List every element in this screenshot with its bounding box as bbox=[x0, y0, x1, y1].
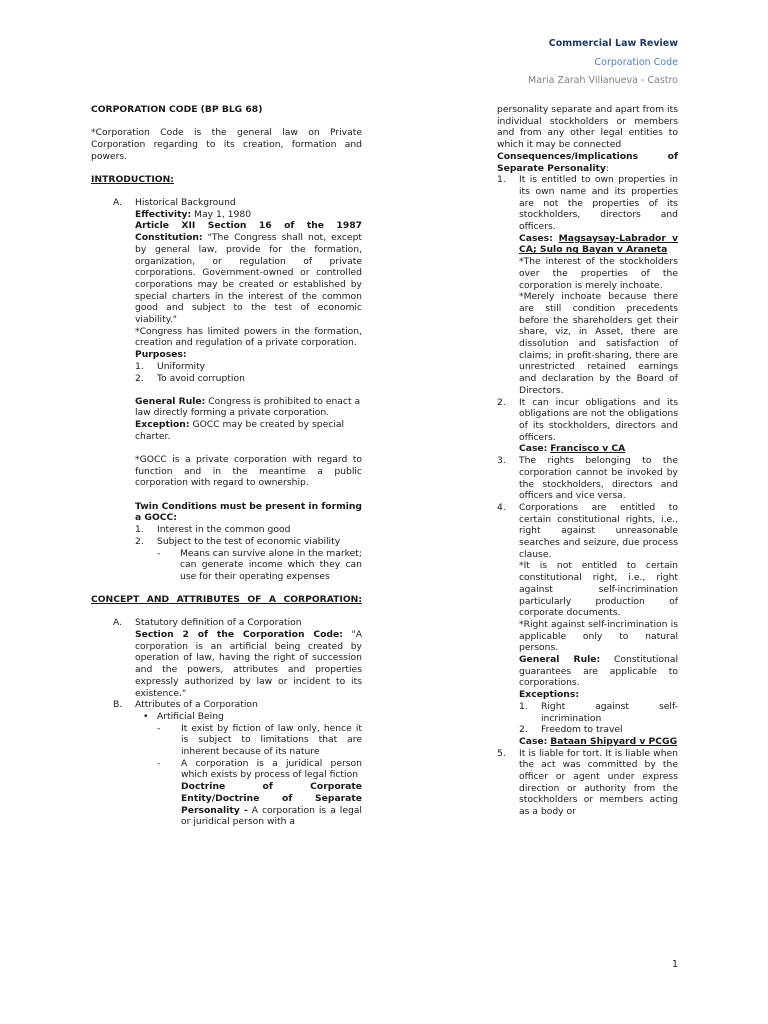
statutory-definition-item: A. Statutory definition of a Corporation bbox=[113, 617, 302, 629]
header-title: Commercial Law Review bbox=[548, 38, 678, 49]
exception-item: 2. Freedom to travel bbox=[519, 724, 623, 736]
article-xii-quote: Article XII Section 16 of the 1987 Constitution: "The Congress shall not, except by general law, provide for the formation, organization, or regulation of private corporations. Government-owned or controlled corporations may be created or established by special charters in the interest of the common good and subject to the test of economic viability." bbox=[135, 220, 362, 326]
section-2-quote: Section 2 of the Corporation Code: "A corporation is an artificial being created by operation of law, having the right of succession and the powers, attributes and properties expressly authorized by law or incident to its existence." bbox=[135, 629, 362, 699]
attribute-dash-item: - A corporation is a juridical person which exists by process of legal fiction bbox=[157, 757, 362, 781]
intro-paragraph: *Corporation Code is the general law on Private Corporation regarding to its creation, formation and powers. bbox=[91, 127, 362, 162]
historical-background-label: Historical Background bbox=[135, 197, 236, 209]
case-citation: Case: Bataan Shipyard v PCGG bbox=[519, 735, 678, 747]
twin-conditions-heading: Twin Conditions must be present in forming a GOCC: bbox=[135, 500, 362, 524]
attributes-item: B. Attributes of a Corporation bbox=[113, 699, 258, 711]
consequence-item-3: 3. The rights belonging to the corporation cannot be invoked by the stockholders, directors and officers and vice versa. bbox=[497, 455, 678, 502]
historical-background-item: A. Historical Background bbox=[113, 197, 362, 209]
purpose-item: 1. Uniformity bbox=[135, 360, 206, 372]
consequence-item-2: 2. It can incur obligations and its obligations are not the obligations of its stockholders, directors and officers. Case: Francisco v CA bbox=[497, 396, 678, 455]
continued-paragraph: personality separate and apart from its individual stockholders or members and from any other legal entities to which it may be connected bbox=[497, 104, 678, 151]
twin-condition-item: 2. Subject to the test of economic viability bbox=[135, 535, 341, 547]
document-title: CORPORATION CODE (BP BLG 68) bbox=[91, 104, 263, 115]
consequences-heading: Consequences/Implications of Separate Personality: bbox=[497, 150, 678, 174]
consequence-item-5: 5. It is liable for tort. It is liable when the act was committed by the officer or agent under express direction or authority from the stockholders or members acting as a body or bbox=[497, 747, 678, 818]
header-subtitle: Corporation Code bbox=[594, 57, 678, 68]
cases-citation: Cases: Magsaysay-Labrador v CA; Sulo ng Bayan v Araneta bbox=[519, 232, 679, 256]
introduction-heading: INTRODUCTION: bbox=[91, 173, 174, 185]
twin-condition-item: 1. Interest in the common good bbox=[135, 524, 291, 536]
section-2-body bbox=[135, 629, 362, 699]
exception-item: 1. Right against self-incrimination bbox=[519, 700, 678, 724]
right-column bbox=[497, 104, 678, 818]
left-column bbox=[91, 104, 362, 828]
doctrine-paragraph: Doctrine of Corporate Entity/Doctrine of Separate Personality - A corporation is a legal or juridical person with a bbox=[181, 781, 362, 828]
effectivity: Effectivity: May 1, 1980 bbox=[135, 208, 252, 220]
artificial-being-bullet: • Artificial Being bbox=[143, 710, 224, 722]
general-rule: General Rule: Congress is prohibited to enact a law directly forming a private corporation. bbox=[135, 395, 361, 419]
exception: Exception: GOCC may be created by special charter. bbox=[135, 419, 345, 442]
consequence-item-1: 1. It is entitled to own properties in its own name and its properties are not the properties of its stockholders, directors and officers. Cases: Magsaysay-Labrador v CA; Sulo ng Bayan v Araneta *The interest of the stockholders over the properties of the corporation is merely inchoate. *Merely inchoate because there are still condition precedents before the shareholders get their share, viz, in Asset, there are dissolution and satisfaction of claims; in profit-sharing, there are unrestricted retained earnings and declaration by the Board of Directors. bbox=[497, 174, 679, 396]
purpose-item: 2. To avoid corruption bbox=[135, 372, 245, 384]
purposes-label: Purposes: bbox=[135, 349, 187, 361]
attribute-dash-item: - It exist by fiction of law only, hence it is subject to limitations that are inherent because of its nature bbox=[157, 722, 362, 758]
gocc-note: *GOCC is a private corporation with regard to function and in the meantime a public corporation with regard to ownership. bbox=[135, 454, 362, 489]
congress-note: *Congress has limited powers in the formation, creation and regulation of a private corporation. bbox=[135, 325, 362, 349]
page-number: 1 bbox=[672, 959, 679, 970]
historical-background-body bbox=[135, 209, 362, 583]
case-citation: Case: Francisco v CA bbox=[519, 443, 626, 455]
bullet-icon: • bbox=[143, 710, 149, 722]
header-author: Maria Zarah Villanueva - Castro bbox=[528, 75, 678, 86]
concept-heading: CONCEPT AND ATTRIBUTES OF A CORPORATION: bbox=[91, 594, 362, 606]
twin-condition-subitem: - Means can survive alone in the market; can generate income which they can use for their operating expenses bbox=[157, 547, 362, 582]
consequence-item-4: 4. Corporations are entitled to certain constitutional rights, i.e., right against unreasonable searches and seizure, due process clause. *It is not entitled to certain constitutional right, i.e., right against self-incrimination particularly production of corporate documents. *Right against self-incrimination is applicable only to natural persons. General Rule: Constitutional guarantees are applicable to corporations. Exceptions: 1. Right against self-incrimination 2. Freedom to travel Case: Bataan Shipyard v PCGG bbox=[497, 501, 678, 747]
